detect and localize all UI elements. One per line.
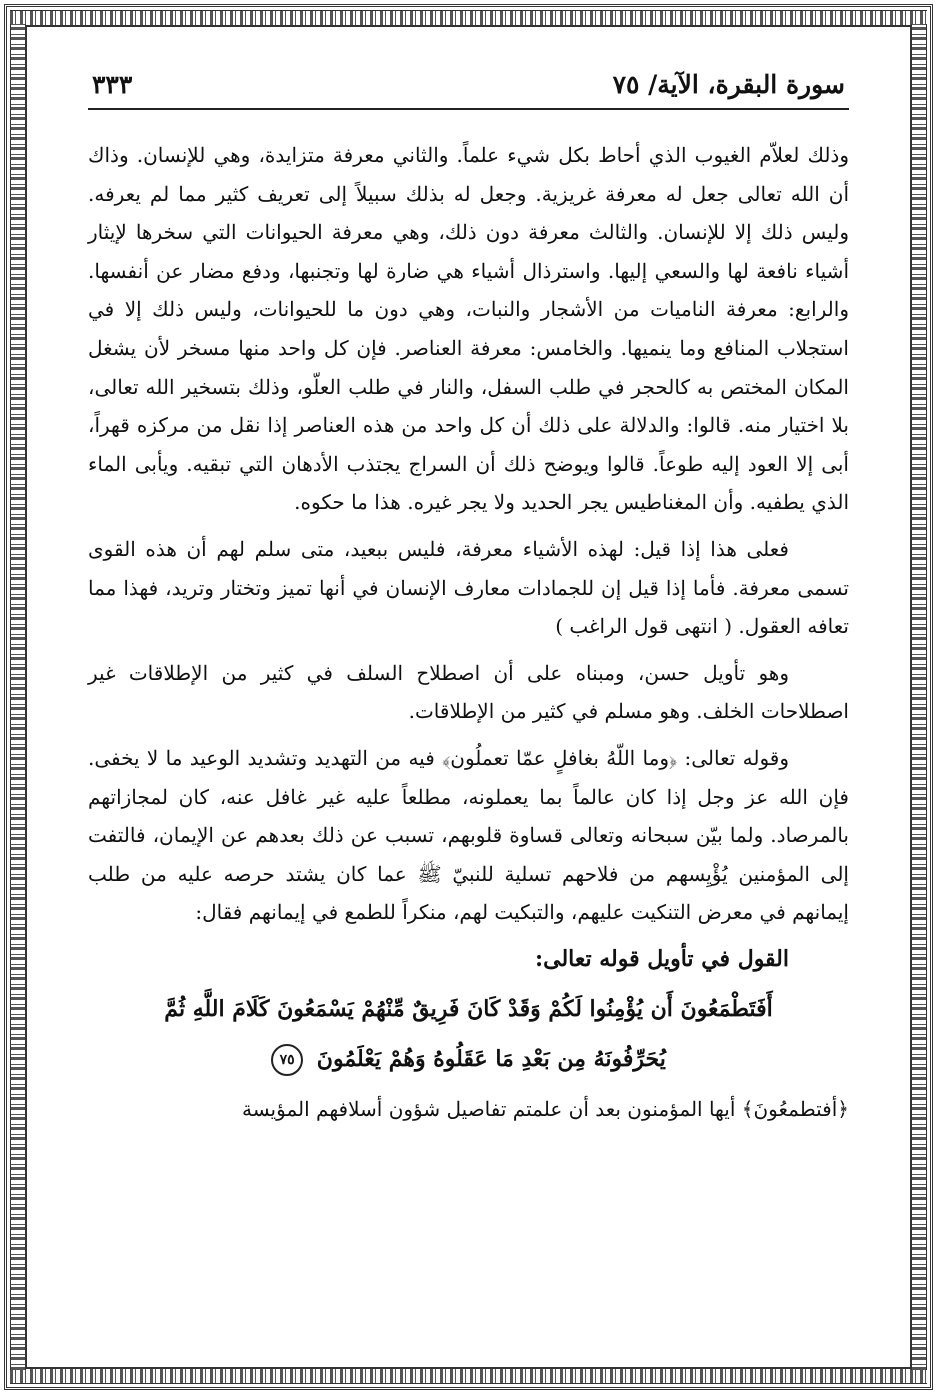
paragraph-4: وقوله تعالى: ﴿وما اللّهُ بغافلٍ عمّا تعملُون﴾ فيه من التهديد وتشديد الوعيد ما لا يخفى. فإن الله عز وجل إذا كان عالماً بما يعملونه، مطلعاً عليه غير غافل عنه، كان لمجازاتهم بالمرصاد. ولما بيّن سبحانه وتعالى قساوة قلوبهم، تسبب عن ذلك بعدهم عن الإيمان، فالتفت إلى المؤمنين يُؤْيِسهم من فلاحهم تسلية للنبيّ ﷺ عما كان يشتد حرصه عليه من طلب إيمانهم في معرض التنكيت عليهم، والتبكيت لهم، منكراً للطمع في إيمانهم فقال: bbox=[88, 745, 849, 925]
paragraph-5: ﴿أفتطمعُونَ﴾ أيها المؤمنون بعد أن علمتم تفاصيل شؤون أسلافهم المؤيسة bbox=[241, 1097, 849, 1122]
quran-verse-line-2-text: يُحَرِّفُونَهُ مِن بَعْدِ مَا عَقَلُوهُ وَهُمْ يَعْلَمُونَ bbox=[316, 1046, 666, 1073]
frame-ornament-bottom bbox=[10, 1368, 927, 1384]
page-body bbox=[88, 136, 849, 1129]
page-number: ٣٣٣ bbox=[92, 70, 133, 99]
frame-ornament-top bbox=[10, 10, 927, 26]
page-header bbox=[88, 64, 849, 110]
frame-ornament-right bbox=[911, 24, 927, 1370]
running-title: سورة البقرة، الآية/ ٧٥ bbox=[612, 70, 845, 99]
quran-verse-line-1: أَفَتَطْمَعُونَ أَن يُؤْمِنُوا لَكُمْ وَقَدْ كَانَ فَرِيقٌ مِّنْهُمْ يَسْمَعُونَ كَلَامَ اللَّهِ ثُمَّ bbox=[164, 996, 773, 1023]
quran-verse-line-2 bbox=[88, 1034, 849, 1084]
paragraph-3: وهو تأويل حسن، ومبناه على أن اصطلاح السلف في كثير من الإطلاقات غير اصطلاحات الخلف. وهو مسلم في كثير من الإطلاقات. bbox=[88, 660, 849, 724]
frame-ornament-left bbox=[10, 24, 26, 1370]
paragraph-1: وذلك لعلاّم الغيوب الذي أحاط بكل شيء علماً. والثاني معرفة متزايدة، وهي للإنسان. وذاك أن الله تعالى جعل له معرفة غريزية. وجعل له بذلك سبيلاً إلى تعريف كثير مما لم يعرفه. وليس ذلك إلا للإنسان. والثالث معرفة دون ذلك، وهي معرفة الحيوانات التي سخرها لإيثار أشياء نافعة لها والسعي إليها. واسترذال أشياء هي ضارة لها وتجنبها، ودفع مضار عن أنفسها. والرابع: معرفة الناميات من الأشجار والنبات، وهي دون ما للحيوانات، وليس ذلك إلا في استجلاب المنافع وما ينميها. والخامس: معرفة العناصر. فإن كل واحد منها مسخر لأن يشغل المكان المختص به كالحجر في طلب السفل، والنار في طلب العلّو، وذلك بتسخير الله تعالى، بلا اختيار منه. قالوا: والدلالة على ذلك أن كل واحد من هذه العناصر إذا نقل من مركزه قهراً، أبى إلا العود إليه طوعاً. قالوا ويوضح ذلك أن السراج يجتذب الأدهان التي تبقيه. ويأبى الماء الذي يطفيه. وأن المغناطيس يجر الحديد ولا يجر غيره. هذا ما حكوه. bbox=[88, 143, 849, 515]
paragraph-2: فعلى هذا إذا قيل: لهذه الأشياء معرفة، فليس ببعيد، متى سلم لهم أن هذه القوى تسمى معرفة. فأما إذا قيل إن للجمادات معارف الإنسان في أنها تميز وتختار وتريد، فهذا مما تعافه العقول. ( انتهى قول الراغب ) bbox=[88, 536, 849, 639]
section-heading: القول في تأويل قوله تعالى: bbox=[535, 945, 789, 972]
verse-number-marker: ٧٥ bbox=[271, 1044, 303, 1076]
